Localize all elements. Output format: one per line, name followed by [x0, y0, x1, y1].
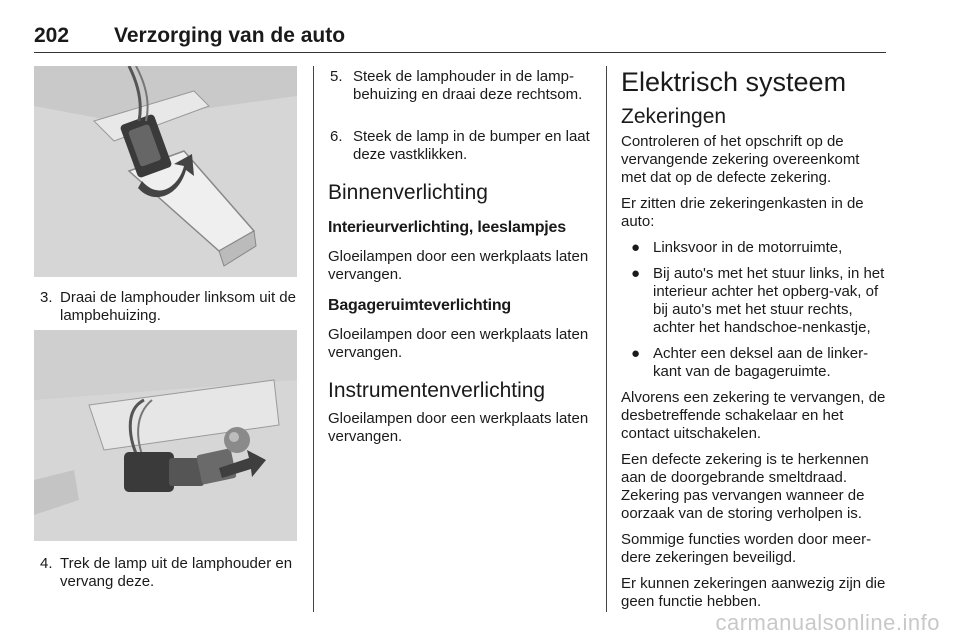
text-zekeringen-4: Een defecte zekering is te herkennen aan de doorgebrande smeltdraad. Zekering pas vervangen wanneer de oorzaak van de storing verholpen is. [621, 451, 869, 522]
step-6 [330, 128, 592, 164]
text-interieurverlichting: Gloeilampen door een werkplaats laten vervangen. [328, 248, 589, 283]
list-item-text: Achter een deksel aan de linker-kant van de bagageruimte. [653, 345, 869, 380]
text-zekeringen-3: Alvorens een zekering te vervangen, de desbetreffende schakelaar en het contact uitschakelen. [621, 389, 886, 442]
step-6-text: Steek de lamp in de bumper en laat deze vastklikken. [353, 128, 590, 163]
lamp-housing-illustration [34, 66, 297, 277]
step-3 [40, 289, 298, 325]
text-bagageruimteverlichting: Gloeilampen door een werkplaats laten vervangen. [328, 326, 589, 361]
step-5-number: 5. [330, 68, 343, 85]
heading-instrumentenverlichting: Instrumentenverlichting [328, 379, 546, 402]
step-4 [40, 555, 298, 591]
step-6-number: 6. [330, 128, 343, 145]
list-item [621, 239, 887, 257]
fuse-box-list [621, 239, 887, 381]
list-item-text: Linksvoor in de motorruimte, [653, 239, 843, 256]
heading-binnenverlichting: Binnenverlichting [328, 181, 488, 204]
step-4-number: 4. [40, 555, 53, 572]
text-instrumentenverlichting: Gloeilampen door een werkplaats laten vervangen. [328, 410, 589, 445]
text-zekeringen-2: Er zitten drie zekeringenkasten in de auto: [621, 195, 864, 230]
text-zekeringen-5: Sommige functies worden door meer-dere zekeringen beveiligd. [621, 531, 872, 566]
column-divider-1 [313, 66, 314, 612]
watermark: carmanualsonline.info [715, 610, 940, 635]
list-item [621, 345, 887, 381]
heading-elektrisch-systeem: Elektrisch systeem [621, 67, 847, 97]
bullet-icon: ● [631, 345, 641, 362]
page-header [34, 22, 886, 53]
text-zekeringen-1: Controleren of het opschrift op de vervangende zekering overeenkomt met dat op de defecte zekering. [621, 133, 860, 186]
bulb-removal-illustration [34, 330, 297, 541]
heading-bagageruimteverlichting: Bagageruimteverlichting [328, 297, 512, 314]
step-4-text: Trek de lamp uit de lamphouder en vervang deze. [60, 555, 293, 590]
page-number: 202 [34, 24, 70, 47]
step-3-text: Draai de lamphouder linksom uit de lampbehuizing. [60, 289, 296, 324]
step-5 [330, 68, 592, 104]
step-5-text: Steek de lamphouder in de lamp-behuizing en draai deze rechtsom. [353, 68, 583, 103]
list-item [621, 265, 887, 337]
middle-sections [328, 180, 594, 454]
column-divider-2 [606, 66, 607, 612]
list-item-text: Bij auto's met het stuur links, in het interieur achter het opberg-vak, of bij auto's met het stuur rechts, achter het handschoe-nenkastje, [653, 265, 885, 336]
text-zekeringen-6: Er kunnen zekeringen aanwezig zijn die geen functie hebben. [621, 575, 886, 610]
right-sections [621, 66, 887, 619]
bullet-icon: ● [631, 239, 641, 256]
heading-interieurverlichting: Interieurverlichting, leeslampjes [328, 219, 566, 236]
page-title: Verzorging van de auto [114, 24, 346, 47]
heading-zekeringen: Zekeringen [621, 105, 727, 128]
bullet-icon: ● [631, 265, 641, 282]
step-3-number: 3. [40, 289, 53, 306]
